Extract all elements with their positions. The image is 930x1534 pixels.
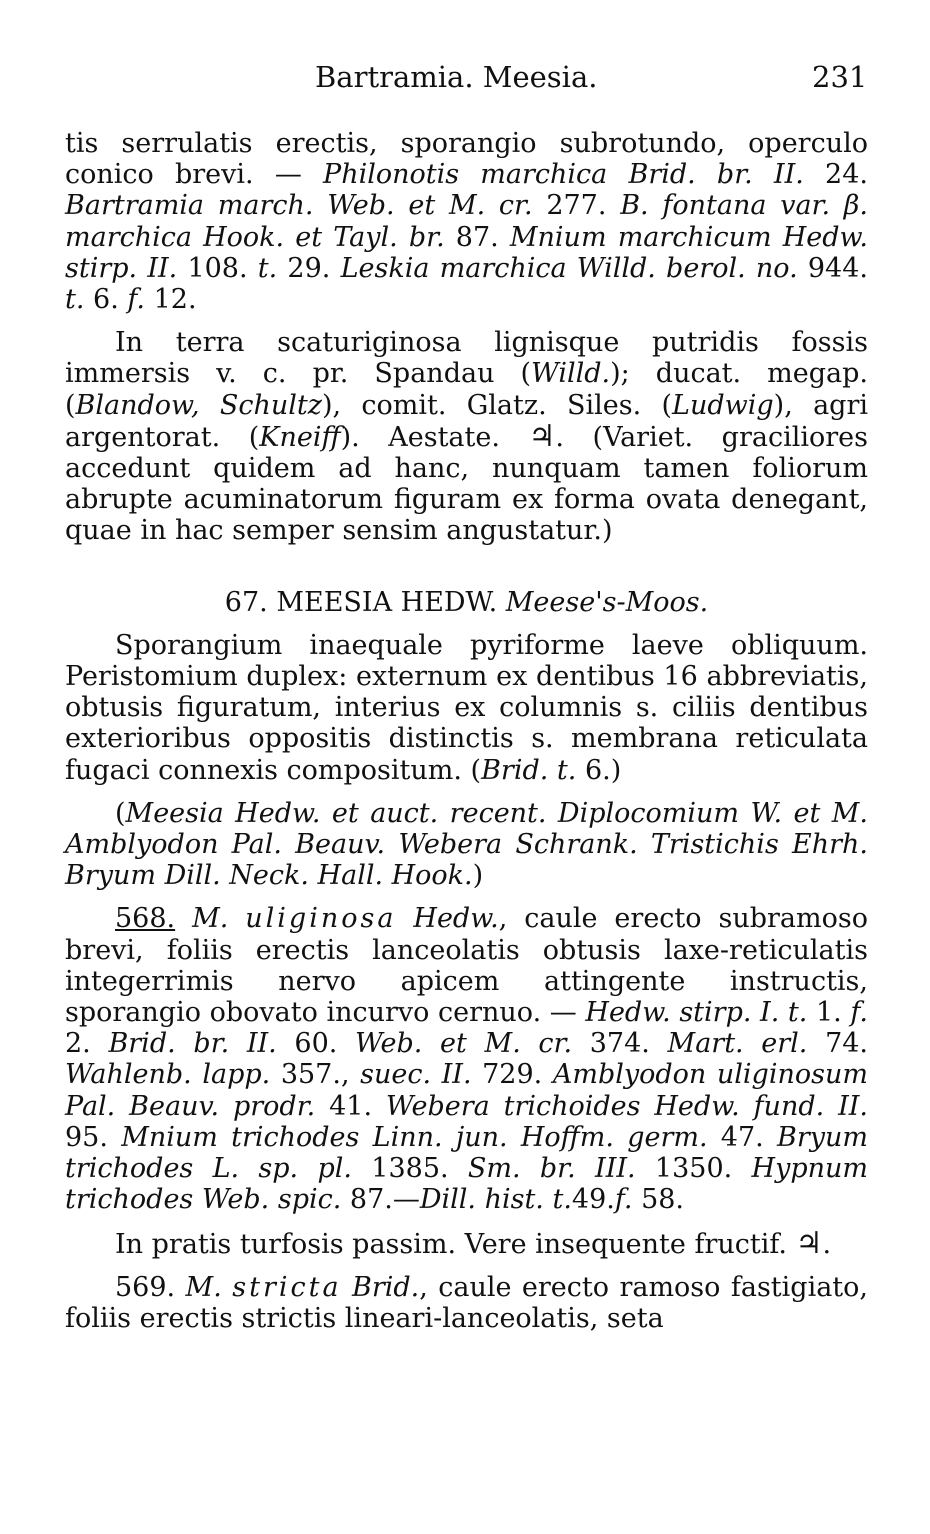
species-number: 568.	[115, 903, 176, 935]
paragraph-synonymy-continued: tis serrulatis erectis, sporangio subrotundo, operculo conico brevi. — Philonotis marchica Brid. br. II. 24. Bartramia march. Web. et M. cr. 277. B. fontana var. β. marchica Hook. et Tayl. br. 87. Mnium marchicum Hedw. stirp. II. 108. t. 29. Leskia marchica Willd. berol. no. 944. t. 6. f. 12.	[65, 128, 869, 316]
running-title: Bartramia. Meesia.	[315, 60, 598, 94]
page-number: 231	[812, 60, 868, 94]
species-number: 569.	[115, 1271, 176, 1303]
species-entry-568: 568. M. uliginosa Hedw., caule erecto subramoso brevi, foliis erectis lanceolatis obtusis laxe-reticulatis integerrimis nervo apicem attingente instructis, sporangio obovato incurvo cernuo. — Hedw. stirp. I. t. 1. f. 2. Brid. br. II. 60. Web. et M. cr. 374. Mart. erl. 74. Wahlenb. lapp. 357., suec. II. 729. Amblyodon uliginosum Pal. Beauv. prodr. 41. Webera trichoides Hedw. fund. II. 95. Mnium trichodes Linn. jun. Hoffm. germ. 47. Bryum trichodes L. sp. pl. 1385. Sm. br. III. 1350. Hypnum trichodes Web. spic. 87.—Dill. hist. t.49.f. 58.	[65, 903, 869, 1216]
perennial-symbol: ♃	[528, 418, 556, 454]
paragraph-habitat: In terra scaturiginosa lignisque putridis fossis immersis v. c. pr. Spandau (Willd.); ducat. megap. (Blandow, Schultz), comit. Glatz. Siles. (Ludwig), agri argentorat. (Kneiff). Aestate. ♃. (Variet. graciliores accedunt quidem ad hanc, nunquam tamen foliorum abrupte acuminatorum figuram ex forma ovata denegant, quae in hac semper sensim angustatur.)	[65, 327, 868, 547]
running-head	[0, 60, 930, 100]
species-568-habitat: In pratis turfosis passim. Vere insequente fructif. ♃.	[115, 1225, 832, 1261]
genus-name: MEESIA HEDW.	[276, 586, 498, 618]
paragraph-genus-synonymy: (Meesia Hedw. et auct. recent. Diplocomium W. et M. Amblyodon Pal. Beauv. Webera Schrank. Tristichis Ehrh. Bryum Dill. Neck. Hall. Hook.)	[65, 797, 868, 892]
paragraph-genus-description: Sporangium inaequale pyriforme laeve obliquum. Peristomium duplex: externum ex dentibus 16 abbreviatis, obtusis figuratum, interius ex columnis s. ciliis dentibus exterioribus oppositis distinctis s. membrana reticulata fugaci connexis compositum. (Brid. t. 6.)	[65, 629, 868, 786]
genus-heading	[65, 587, 868, 618]
genus-vernacular: Meese's-Moos.	[505, 586, 709, 618]
text-body	[65, 128, 868, 1334]
species-epithet: stricta	[232, 1271, 342, 1303]
species-epithet: uliginosa	[245, 903, 397, 935]
species-entry-569: 569. M. stricta Brid., caule erecto ramoso fastigiato, foliis erectis strictis lineari-lanceolatis, seta	[65, 1271, 868, 1334]
perennial-symbol: ♃	[795, 1225, 823, 1261]
genus-number: 67.	[224, 586, 268, 618]
